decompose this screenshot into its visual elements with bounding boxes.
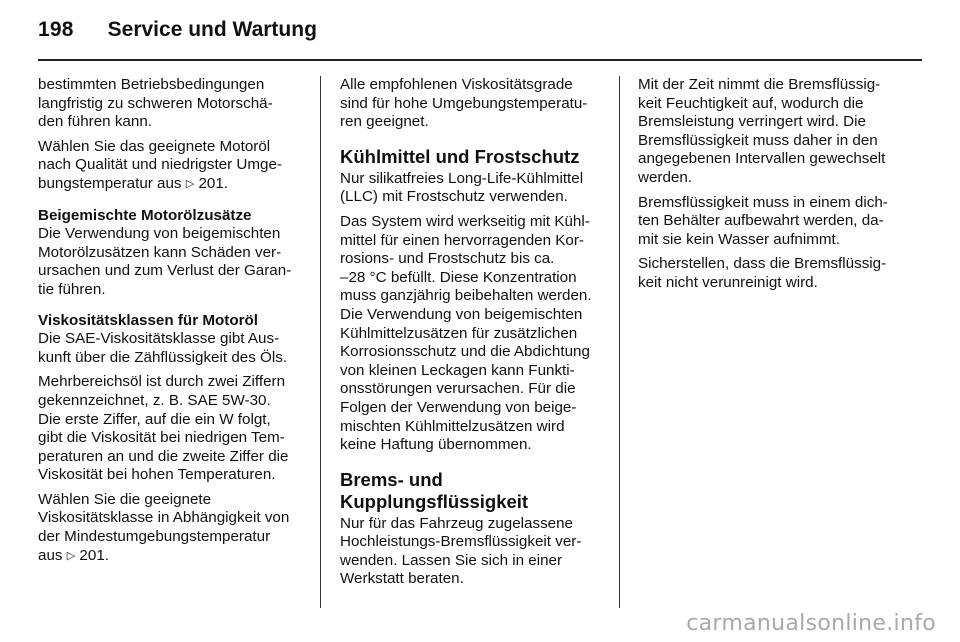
paragraph: Nur für das Fahrzeug zugelassene Hochleistungs-Bremsflüssigkeit ver- wenden. Lassen Sie sich in einer Werkstatt beraten. bbox=[340, 514, 582, 588]
header-rule bbox=[38, 59, 922, 61]
page-reference[interactable]: 201. bbox=[198, 174, 229, 192]
column-divider bbox=[619, 76, 620, 608]
reference-arrow-icon: ▷ bbox=[185, 177, 195, 190]
paragraph: Sicherstellen, dass die Bremsflüssig- keit nicht verunreinigt wird. bbox=[638, 255, 887, 291]
paragraph: Bremsflüssigkeit muss in einem dich- ten Behälter aufbewahrt werden, da- mit sie kein Wasser aufnimmt. bbox=[638, 193, 888, 248]
paragraph: Mit der Zeit nimmt die Bremsflüssig- keit Feuchtigkeit auf, wodurch die Bremsleistung verringert wird. Die Bremsflüssigkeit muss daher in den angegebenen Intervallen gewechselt werden. bbox=[638, 76, 886, 186]
paragraph: Nur silikatfreies Long-Life-Kühlmittel (LLC) mit Frostschutz verwenden. bbox=[340, 169, 584, 206]
page-title: Service und Wartung bbox=[107, 18, 317, 41]
section-heading: Beigemischte Motorölzusätze bbox=[38, 206, 252, 224]
paragraph: bestimmten Betriebsbedingungen langfristig zu schweren Motorschä- den führen kann. bbox=[38, 76, 273, 131]
paragraph: Alle empfohlenen Viskositätsgrade sind für hohe Umgebungstemperatu- ren geeignet. bbox=[340, 76, 588, 131]
paragraph: Wählen Sie die geeignete Viskositätsklasse in Abhängigkeit von der Mindestumgebungstemperatur aus ▷ 201. bbox=[38, 490, 290, 564]
paragraph: Die Verwendung von beigemischten Motorölzusätzen kann Schäden ver- ursachen und zum Verlust der Garan- tie führen. bbox=[38, 225, 292, 298]
section-heading: Kühlmittel und Frostschutz bbox=[340, 145, 580, 167]
section-heading: Brems- und Kupplungsflüssigkeit bbox=[340, 468, 529, 512]
page-header bbox=[38, 18, 317, 42]
page-number: 198 bbox=[38, 18, 74, 41]
column-2 bbox=[340, 76, 606, 595]
paragraph: Die SAE-Viskositätsklasse gibt Aus- kunft über die Zähflüssigkeit des Öls. bbox=[38, 330, 288, 366]
paragraph: Wählen Sie das geeignete Motoröl nach Qualität und niedrigster Umge- bungstemperatur aus ▷ 201. bbox=[38, 137, 282, 192]
reference-arrow-icon: ▷ bbox=[66, 549, 76, 562]
section-heading: Viskositätsklassen für Motoröl bbox=[38, 311, 259, 329]
paragraph: Mehrbereichsöl ist durch zwei Ziffern gekennzeichnet, z. B. SAE 5W-30. Die erste Ziffer, auf die ein W folgt, gibt die Viskosität bei niedrigen Tem- peraturen an und die zweite Ziffer die Viskosität bei hohen Temperaturen. bbox=[38, 373, 289, 484]
column-divider bbox=[320, 76, 321, 608]
page-reference[interactable]: 201. bbox=[79, 546, 109, 564]
watermark: carmanualsonline.info bbox=[686, 611, 936, 636]
paragraph: Das System wird werkseitig mit Kühl- mittel für einen hervorragenden Kor- rosions- und Frostschutz bis ca. –28 °C befüllt. Diese Konzentration muss ganzjährig beibehalten werden. Die Verwendung von beigemischten Kühlmittelzusätzen für zusätzlichen Korrosionsschutz und die Abdichtung von kleinen Leckagen kann Funkti- onsstörungen verursachen. Für die Folgen der Verwendung von beige- mischten Kühlmittelzusätzen wird keine Haftung übernommen. bbox=[340, 212, 592, 454]
column-3 bbox=[638, 76, 914, 299]
column-1 bbox=[38, 76, 310, 572]
